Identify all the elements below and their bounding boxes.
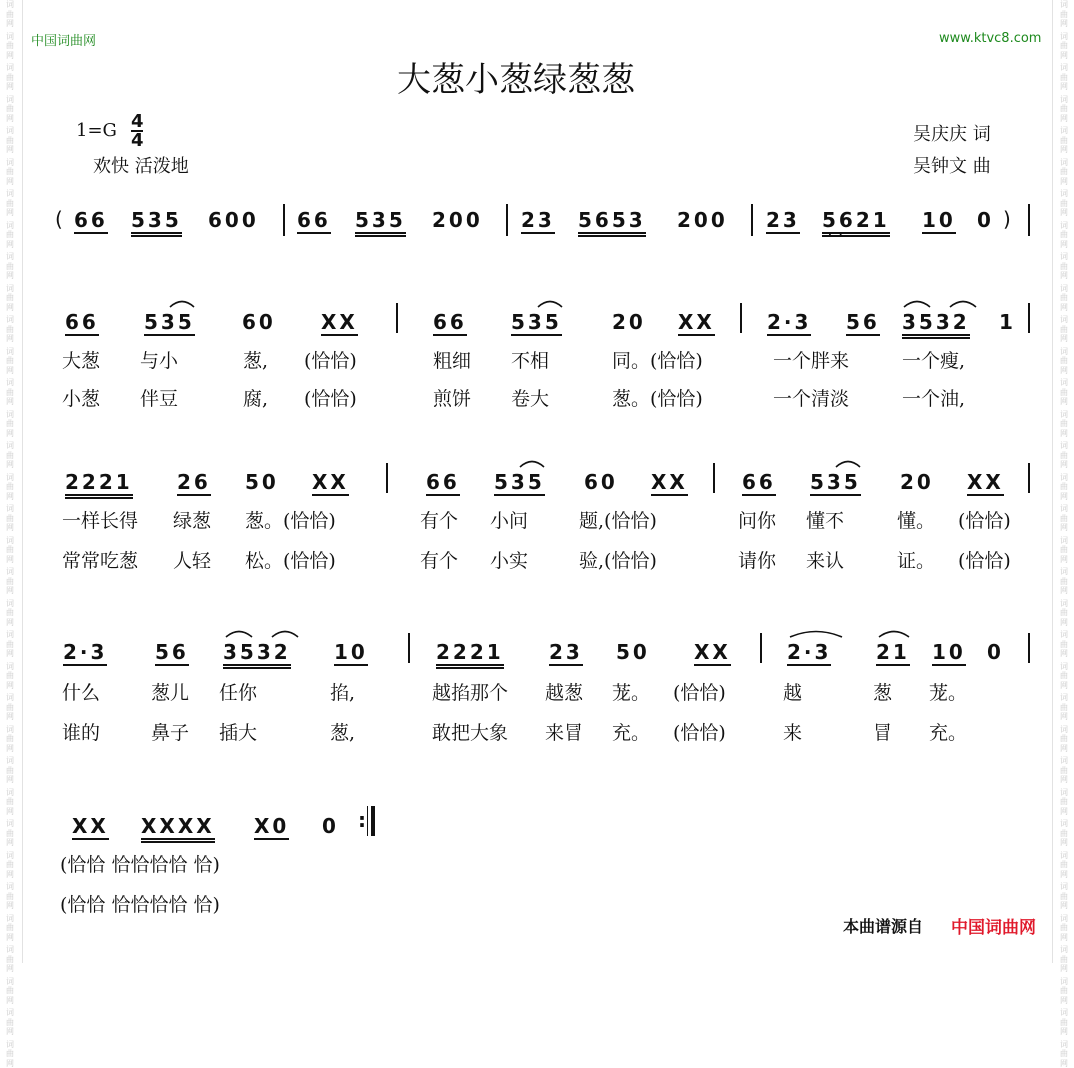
note-group: 20	[900, 470, 934, 494]
time-signature-top: 4	[131, 114, 143, 132]
source-label: 本曲谱源自	[843, 914, 923, 937]
watermark-text: 词 曲 网	[1057, 977, 1071, 1006]
lyric: 懂。	[897, 506, 935, 533]
lyric: 来认	[806, 546, 844, 573]
watermark-text: 词 曲 网	[3, 599, 17, 628]
lyric: 什么	[62, 678, 100, 705]
note-group: 50	[616, 640, 650, 664]
lyric: 茏。	[929, 678, 967, 705]
lyric: 葱,	[330, 718, 355, 745]
watermark-text: 词 曲 网	[1057, 630, 1071, 659]
lyric: 茏。	[612, 678, 650, 705]
note-group: 10	[932, 640, 966, 666]
note-group: XX	[312, 470, 349, 496]
lyric: 冒	[873, 718, 892, 745]
lyric: 来冒	[545, 718, 583, 745]
lyric: 插大	[219, 718, 257, 745]
lyric: 葱,	[243, 346, 268, 373]
note-group: XX	[694, 640, 731, 666]
note-group: XX	[967, 470, 1004, 496]
lyric: 请你	[738, 546, 776, 573]
lyric: 粗细	[433, 346, 471, 373]
watermark-text: 词 曲 网	[3, 662, 17, 691]
left-watermark-strip	[3, 0, 17, 963]
watermark-text: 词 曲 网	[3, 882, 17, 911]
lyric: 掐,	[330, 678, 355, 705]
watermark-text: 词 曲 网	[3, 693, 17, 722]
bar-line	[1028, 633, 1030, 663]
lyric: 谁的	[62, 718, 100, 745]
note-group: 2·3	[767, 310, 811, 336]
watermark-text: 词 曲 网	[1057, 284, 1071, 313]
composer: 吴钟文 曲	[913, 152, 991, 178]
watermark-text: 词 曲 网	[1057, 347, 1071, 376]
watermark-text: 词 曲 网	[3, 284, 17, 313]
slur-mark	[877, 626, 911, 638]
site-name-left[interactable]: 中国词曲网	[31, 30, 96, 49]
note-group: 21	[876, 640, 910, 666]
watermark-text: 词 曲 网	[1057, 819, 1071, 848]
lyric: 绿葱	[173, 506, 211, 533]
bar-line	[740, 303, 742, 333]
note-group: 66	[297, 208, 331, 234]
note-group: 23	[549, 640, 583, 666]
watermark-text: 词 曲 网	[3, 630, 17, 659]
lower-octave-dot: · ·	[828, 230, 843, 241]
lyric: 不相	[511, 346, 549, 373]
lyric: (恰恰 恰恰恰恰 恰)	[60, 890, 220, 917]
lyric: 小问	[490, 506, 528, 533]
watermark-text: 词 曲 网	[3, 945, 17, 974]
note-group: X0	[254, 814, 289, 840]
lyric: 大葱	[62, 346, 100, 373]
note-group: 535	[355, 208, 406, 237]
watermark-text: 词 曲 网	[3, 756, 17, 785]
watermark-text: 词 曲 网	[3, 441, 17, 470]
note-group: 66	[433, 310, 467, 336]
tempo-marking: 欢快 活泼地	[93, 152, 189, 178]
watermark-text: 词 曲 网	[1057, 536, 1071, 565]
watermark-text: 词 曲 网	[3, 1040, 17, 1068]
watermark-text: 词 曲 网	[1057, 63, 1071, 92]
watermark-text: 词 曲 网	[1057, 32, 1071, 61]
slur-mark	[518, 456, 546, 468]
watermark-text: 词 曲 网	[1057, 599, 1071, 628]
note-group: 66	[65, 310, 99, 336]
watermark-text: 词 曲 网	[3, 158, 17, 187]
watermark-text: 词 曲 网	[3, 95, 17, 124]
lyric: 小葱	[62, 384, 100, 411]
note-group: 23	[766, 208, 800, 234]
lyric: 题,(恰恰)	[579, 506, 657, 533]
note-group: 2221	[65, 470, 133, 499]
watermark-text: 词 曲 网	[1057, 788, 1071, 817]
lyric: 越葱	[545, 678, 583, 705]
note-group: XXXX	[141, 814, 215, 843]
watermark-text: 词 曲 网	[1057, 945, 1071, 974]
note-group: 66	[742, 470, 776, 496]
lyric: 懂不	[806, 506, 844, 533]
bar-line	[386, 463, 388, 493]
lyric: 证。	[897, 546, 935, 573]
bar-line	[1028, 303, 1030, 333]
lyric: 有个	[420, 506, 458, 533]
lyric: 任你	[219, 678, 257, 705]
watermark-text: 词 曲 网	[1057, 756, 1071, 785]
right-watermark-strip	[1057, 0, 1071, 963]
lyric: 一个瘦,	[902, 346, 965, 373]
lyric: 充。	[612, 718, 650, 745]
lyric: 有个	[420, 546, 458, 573]
lyric: 腐,	[243, 384, 268, 411]
watermark-text: 词 曲 网	[1057, 914, 1071, 943]
watermark-text: 词 曲 网	[3, 788, 17, 817]
lyric: 一个油,	[902, 384, 965, 411]
watermark-text: 词 曲 网	[3, 378, 17, 407]
lyric: 问你	[738, 506, 776, 533]
note-group: 3532	[902, 310, 970, 339]
song-title: 大葱小葱绿葱葱	[397, 52, 635, 101]
intro-open-paren: (	[55, 207, 66, 231]
watermark-text: 词 曲 网	[3, 851, 17, 880]
lyric: 同。(恰恰)	[612, 346, 703, 373]
slur-mark	[902, 296, 932, 308]
bar-line	[1028, 463, 1030, 493]
slur-mark	[168, 296, 196, 308]
note-group: 200	[677, 208, 728, 232]
note-group: 10	[922, 208, 956, 234]
bar-line	[283, 204, 285, 236]
watermark-text: 词 曲 网	[1057, 189, 1071, 218]
watermark-text: 词 曲 网	[1057, 221, 1071, 250]
lyric: 一个清淡	[773, 384, 849, 411]
lyric: (恰恰)	[958, 546, 1011, 573]
note-group: 3532	[223, 640, 291, 669]
repeat-dots: :	[358, 808, 366, 832]
watermark-text: 词 曲 网	[3, 0, 17, 29]
watermark-text: 词 曲 网	[1057, 1008, 1071, 1037]
left-edge-line	[22, 0, 23, 963]
note-group: XX	[651, 470, 688, 496]
note-group: 66	[74, 208, 108, 234]
slur-mark	[270, 626, 300, 638]
bar-line	[1028, 204, 1030, 236]
note-group: 2·3	[787, 640, 831, 666]
note-group: 1	[999, 310, 1016, 334]
note-group: 60	[242, 310, 276, 334]
note-group: XX	[72, 814, 109, 840]
site-url-right[interactable]: www.ktvc8.com	[939, 31, 1041, 46]
watermark-text: 词 曲 网	[3, 252, 17, 281]
right-edge-line	[1052, 0, 1053, 963]
lyric: (恰恰)	[958, 506, 1011, 533]
lyric: 敢把大象	[432, 718, 508, 745]
bar-line	[506, 204, 508, 236]
watermark-text: 词 曲 网	[1057, 662, 1071, 691]
lyric: 葱儿	[151, 678, 189, 705]
watermark-text: 词 曲 网	[3, 410, 17, 439]
note-group: 56	[846, 310, 880, 336]
lyric: 卷大	[511, 384, 549, 411]
watermark-text: 词 曲 网	[3, 567, 17, 596]
note-group: 535	[144, 310, 195, 336]
lyric: 煎饼	[433, 384, 471, 411]
slur-mark	[224, 626, 254, 638]
lyric: 葱。(恰恰)	[612, 384, 703, 411]
lyric: 越掐那个	[432, 678, 508, 705]
key-signature: 1=G	[76, 120, 117, 141]
watermark-text: 词 曲 网	[3, 473, 17, 502]
lyric: (恰恰 恰恰恰恰 恰)	[60, 850, 220, 877]
lyric: 一样长得	[62, 506, 138, 533]
watermark-text: 词 曲 网	[3, 504, 17, 533]
watermark-text: 词 曲 网	[3, 725, 17, 754]
note-group: 5653	[578, 208, 646, 237]
watermark-text: 词 曲 网	[1057, 315, 1071, 344]
note-group: 2221	[436, 640, 504, 669]
watermark-text: 词 曲 网	[3, 1008, 17, 1037]
note-group: 535	[810, 470, 861, 496]
watermark-text: 词 曲 网	[1057, 473, 1071, 502]
watermark-text: 词 曲 网	[3, 536, 17, 565]
bar-line	[713, 463, 715, 493]
watermark-text: 词 曲 网	[3, 977, 17, 1006]
lyric: 伴豆	[140, 384, 178, 411]
lyric: (恰恰)	[673, 678, 726, 705]
slur-mark	[788, 626, 844, 638]
lyric: 验,(恰恰)	[579, 546, 657, 573]
watermark-text: 词 曲 网	[1057, 567, 1071, 596]
watermark-text: 词 曲 网	[1057, 1040, 1071, 1068]
bar-line	[751, 204, 753, 236]
lyric: 鼻子	[151, 718, 189, 745]
lyric: 与小	[140, 346, 178, 373]
watermark-text: 词 曲 网	[1057, 378, 1071, 407]
note-group: 26	[177, 470, 211, 496]
watermark-text: 词 曲 网	[3, 221, 17, 250]
lyric: 小实	[490, 546, 528, 573]
note-group: 60	[584, 470, 618, 494]
watermark-text: 词 曲 网	[1057, 252, 1071, 281]
note-group: 23	[521, 208, 555, 234]
watermark-text: 词 曲 网	[1057, 693, 1071, 722]
watermark-text: 词 曲 网	[3, 32, 17, 61]
slur-mark	[834, 456, 862, 468]
watermark-text: 词 曲 网	[3, 315, 17, 344]
note-group: 66	[426, 470, 460, 496]
lyric: (恰恰)	[673, 718, 726, 745]
watermark-text: 词 曲 网	[1057, 882, 1071, 911]
bar-line	[396, 303, 398, 333]
lyricist: 吴庆庆 词	[913, 120, 991, 146]
note-group: 0	[322, 814, 339, 838]
source-site-link[interactable]: 中国词曲网	[951, 913, 1036, 938]
lyric: (恰恰)	[304, 384, 357, 411]
watermark-text: 词 曲 网	[1057, 504, 1071, 533]
note-group: 535	[511, 310, 562, 336]
bar-line	[408, 633, 410, 663]
watermark-text: 词 曲 网	[1057, 725, 1071, 754]
note-group: 20	[612, 310, 646, 334]
bar-line	[760, 633, 762, 663]
watermark-text: 词 曲 网	[3, 189, 17, 218]
slur-mark	[948, 296, 978, 308]
watermark-text: 词 曲 网	[3, 819, 17, 848]
note-group: XX	[678, 310, 715, 336]
note-group: 2·3	[63, 640, 107, 666]
note-group: 0	[987, 640, 1004, 664]
lyric: 充。	[929, 718, 967, 745]
slur-mark	[536, 296, 564, 308]
lyric: 松。(恰恰)	[245, 546, 336, 573]
note-group: 0	[977, 208, 994, 232]
lyric: 越	[783, 678, 802, 705]
lyric: 葱	[873, 678, 892, 705]
lyric: 葱。(恰恰)	[245, 506, 336, 533]
watermark-text: 词 曲 网	[1057, 410, 1071, 439]
watermark-text: 词 曲 网	[1057, 158, 1071, 187]
note-group: XX	[321, 310, 358, 336]
watermark-text: 词 曲 网	[1057, 0, 1071, 29]
note-group: 10	[334, 640, 368, 666]
watermark-text: 词 曲 网	[3, 126, 17, 155]
note-group: 535	[131, 208, 182, 237]
watermark-text: 词 曲 网	[1057, 126, 1071, 155]
repeat-thin-bar	[367, 806, 368, 836]
intro-close-paren: )	[1003, 207, 1014, 231]
watermark-text: 词 曲 网	[3, 347, 17, 376]
note-group: 50	[245, 470, 279, 494]
repeat-thick-bar	[371, 806, 375, 836]
time-signature-bottom: 4	[131, 133, 143, 149]
watermark-text: 词 曲 网	[1057, 851, 1071, 880]
watermark-text: 词 曲 网	[3, 63, 17, 92]
lyric: 常常吃葱	[62, 546, 138, 573]
watermark-text: 词 曲 网	[1057, 95, 1071, 124]
lyric: 来	[783, 718, 802, 745]
watermark-text: 词 曲 网	[1057, 441, 1071, 470]
note-group: 600	[208, 208, 259, 232]
lyric: 人轻	[173, 546, 211, 573]
lyric: 一个胖来	[773, 346, 849, 373]
note-group: 5621	[822, 208, 890, 237]
note-group: 56	[155, 640, 189, 666]
watermark-text: 词 曲 网	[3, 914, 17, 943]
lyric: (恰恰)	[304, 346, 357, 373]
note-group: 535	[494, 470, 545, 496]
note-group: 200	[432, 208, 483, 232]
